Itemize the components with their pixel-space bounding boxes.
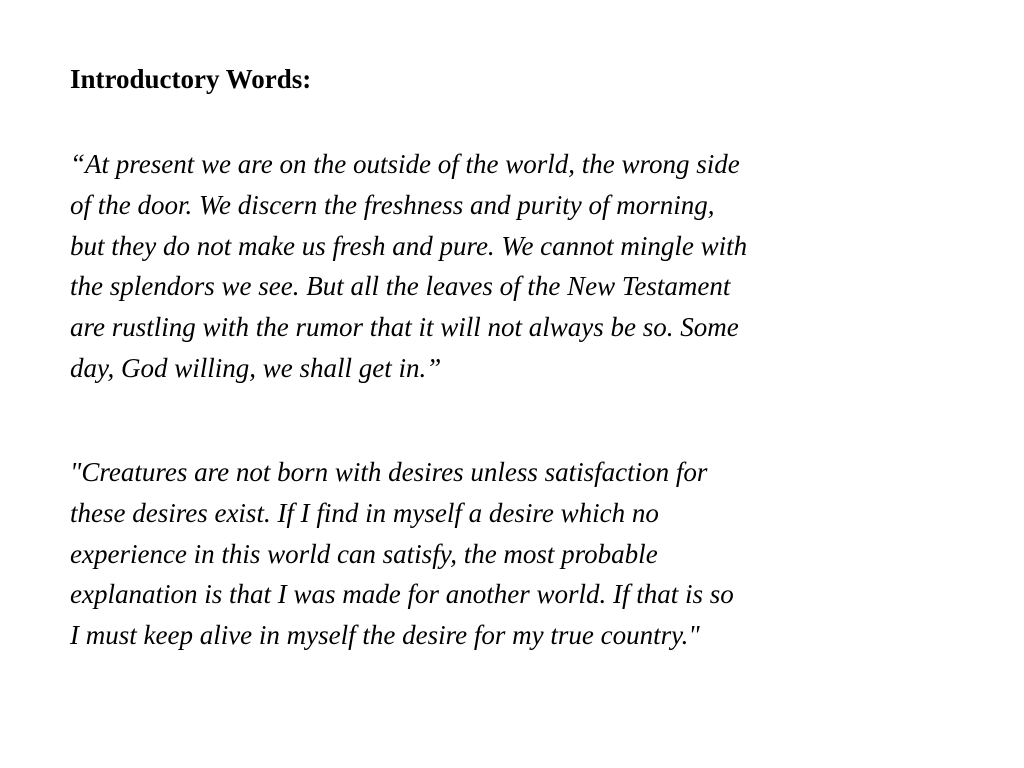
quote-line: I must keep alive in myself the desire for my true country." [70,620,700,651]
quote-line: explanation is that I was made for another world. If that is so [70,579,734,610]
quote-block [70,452,734,656]
slide-heading: Introductory Words: [70,64,312,94]
quote-line: “At present we are on the outside of the world, the wrong side [70,149,740,179]
quote-line: "Creatures are not born with desires unless satisfaction for [70,457,708,487]
quote-line: are rustling with the rumor that it will not always be so. Some [70,312,739,343]
quote-line: but they do not make us fresh and pure. We cannot mingle with [70,230,748,261]
quote-line: of the door. We discern the freshness and purity of morning, [70,189,715,220]
quote-line: the splendors we see. But all the leaves of the New Testament [70,271,731,302]
quote-line: experience in this world can satisfy, the most probable [70,538,658,569]
quote-line: day, God willing, we shall get in.” [70,352,442,383]
quote-block [70,144,747,389]
quote-line: these desires exist. If I find in myself a desire which no [70,497,659,528]
